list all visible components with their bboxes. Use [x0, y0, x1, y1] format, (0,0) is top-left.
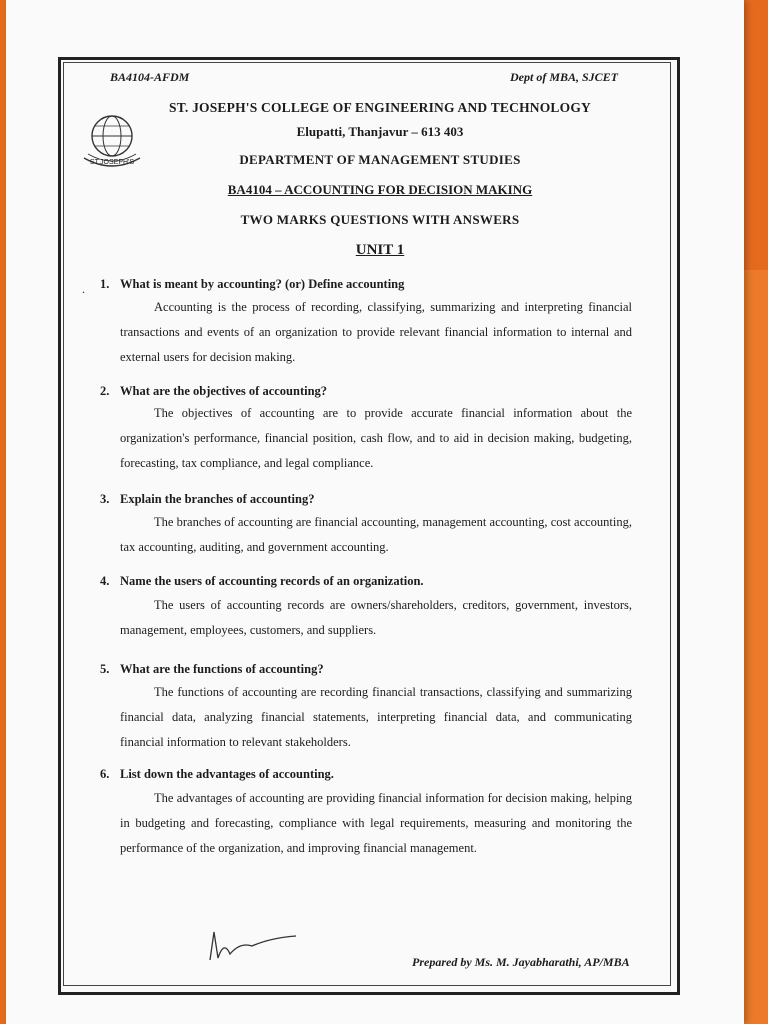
question-number: 5. [100, 662, 110, 676]
question-number: 1. [100, 277, 110, 291]
question-6 [100, 767, 334, 782]
college-name: ST. JOSEPH'S COLLEGE OF ENGINEERING AND TECHNOLOGY [169, 100, 591, 115]
question-number: 3. [100, 492, 110, 506]
unit-heading: UNIT 1 [355, 242, 405, 258]
prepared-by: Prepared by Ms. M. Jayabharathi, AP/MBA [412, 955, 630, 969]
question-4 [100, 574, 424, 589]
margin-mark: . [82, 282, 85, 296]
college-address: Elupatti, Thanjavur – 613 403 [296, 124, 464, 139]
answer-2: The objectives of accounting are to provide accurate financial information about the organization's performance, financial position, cash flow, and to aid in decision making, budgeting, forecasting, tax compliance, and legal compliance. [120, 406, 632, 470]
handwritten-signature [200, 920, 300, 970]
question-text: What are the objectives of accounting? [120, 384, 328, 398]
svg-text:ST.JOSEPH'S: ST.JOSEPH'S [89, 159, 135, 166]
question-number: 4. [100, 574, 110, 588]
question-2 [100, 384, 327, 399]
course-title: BA4104 – ACCOUNTING FOR DECISION MAKING [227, 182, 533, 197]
answer-3: The branches of accounting are financial accounting, management accounting, cost accounting, tax accounting, auditing, and government accounting. [120, 515, 632, 554]
question-text: What are the functions of accounting? [120, 662, 324, 676]
department-header: Dept of MBA, SJCET [510, 70, 619, 84]
answer-4: The users of accounting records are owners/shareholders, creditors, government, investors, management, employees, customers, and suppliers. [120, 598, 632, 637]
question-number: 6. [100, 767, 110, 781]
college-logo-icon [78, 108, 146, 174]
question-5 [100, 662, 324, 677]
question-text: Name the users of accounting records of an organization. [120, 574, 424, 588]
department-name: DEPARTMENT OF MANAGEMENT STUDIES [239, 152, 521, 167]
course-code-header: BA4104-AFDM [110, 70, 190, 84]
answer-1: Accounting is the process of recording, classifying, summarizing and interpreting financial transactions and events of an organization to provide relevant financial information to internal and external users for decision making. [120, 300, 632, 364]
question-number: 2. [100, 384, 110, 398]
question-1 [100, 277, 404, 292]
question-3 [100, 492, 314, 507]
answer-5: The functions of accounting are recording financial transactions, classifying and summarizing financial data, analyzing financial statements, interpreting financial data, and communicating financial information to relevant stakeholders. [120, 685, 632, 749]
answer-6: The advantages of accounting are providing financial information for decision making, helping in budgeting and forecasting, compliance with legal requirements, measuring and monitoring the performance of the organization, and improving financial management. [120, 791, 632, 855]
question-text: Explain the branches of accounting? [120, 492, 315, 506]
question-text: What is meant by accounting? (or) Define accounting [120, 277, 405, 291]
question-text: List down the advantages of accounting. [120, 767, 334, 781]
document-subtitle: TWO MARKS QUESTIONS WITH ANSWERS [240, 212, 520, 227]
